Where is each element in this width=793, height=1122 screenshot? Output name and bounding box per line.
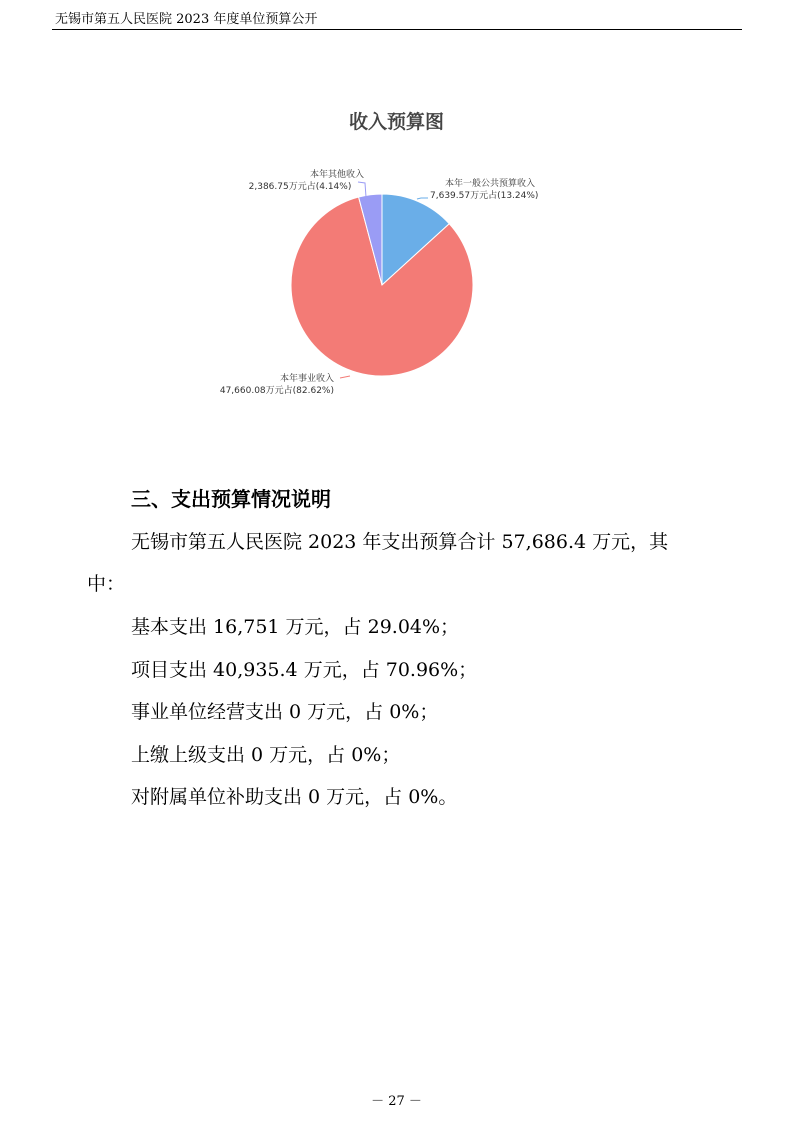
slice-label-name: 本年事业收入 [279, 374, 334, 384]
leader-line-business-income [340, 376, 350, 378]
slice-label-name: 本年其他收入 [309, 170, 365, 180]
intro-line-1: 无锡市第五人民医院 2023 年支出预算合计 57,686.4 万元，其 [131, 531, 669, 553]
intro-line-2: 中： [87, 573, 126, 595]
section-heading: 三、支出预算情况说明 [131, 487, 331, 511]
list-item: 事业单位经营支出 0 万元，占 0%； [131, 701, 439, 723]
slice-label-name: 本年一般公共预算收入 [445, 179, 536, 189]
header-title: 无锡市第五人民医院 2023 年度单位预算公开 [55, 12, 318, 27]
list-item: 基本支出 16,751 万元，占 29.04%； [131, 616, 460, 638]
list-item: 项目支出 40,935.4 万元，占 70.96%； [131, 659, 478, 681]
slice-label-value: 2,386.75万元占(4.14%) [248, 182, 352, 192]
slice-label-value: 7,639.57万元占(13.24%) [430, 191, 539, 201]
list-item: 对附属单位补助支出 0 万元，占 0%。 [131, 786, 458, 808]
page-number: － 27 － [371, 1094, 422, 1109]
slice-label-value: 47,660.08万元占(82.62%) [219, 386, 334, 396]
income-pie-chart [0, 0, 793, 420]
leader-line-other-income [358, 182, 366, 197]
list-item: 上缴上级支出 0 万元，占 0%； [131, 744, 401, 766]
leader-line-general-budget [417, 198, 428, 199]
chart-title: 收入预算图 [348, 111, 444, 133]
